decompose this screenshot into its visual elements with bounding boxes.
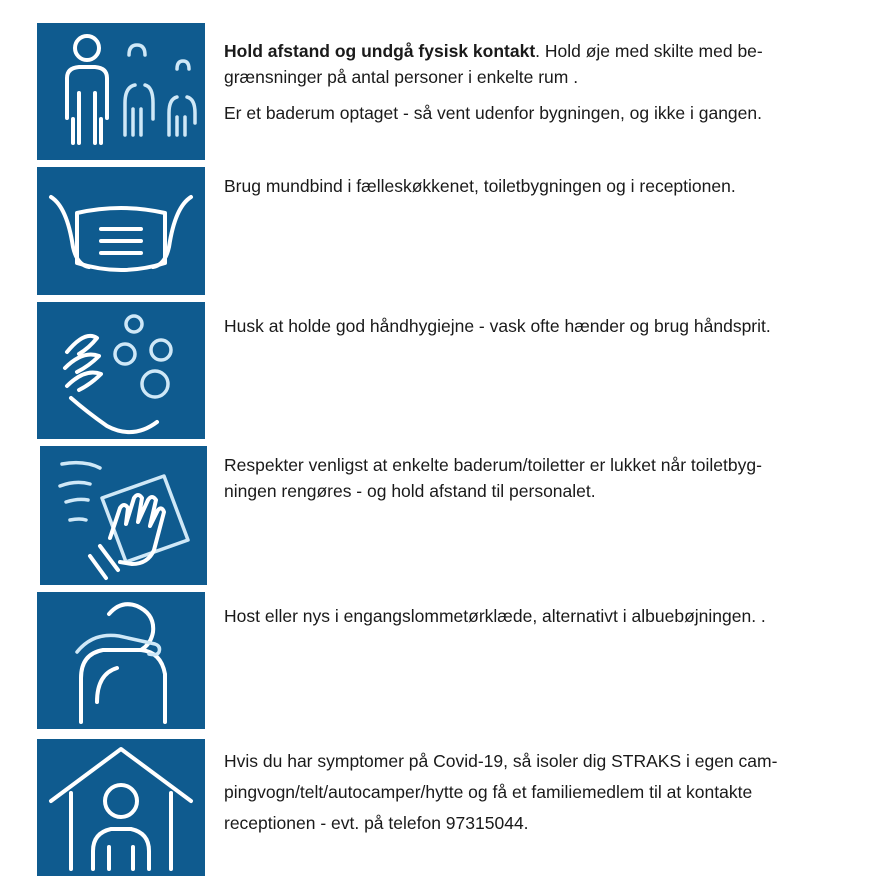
cleaning-text-line-1: Respekter venligst at enkelte baderum/toiletter er lukket når toiletbyg- bbox=[224, 455, 762, 475]
face-mask-icon bbox=[37, 167, 205, 295]
isolate-text-line-3: receptionen - evt. på telefon 97315044. bbox=[224, 813, 529, 833]
hand-sanitizer-icon bbox=[37, 302, 205, 439]
cleaning-glove-icon bbox=[40, 446, 207, 585]
stay-home-isolate-icon bbox=[37, 739, 205, 876]
mask-text: Brug mundbind i fælleskøkkenet, toiletbygningen og i receptionen. bbox=[224, 176, 736, 196]
cough-elbow-icon bbox=[37, 592, 205, 729]
distance-text-line-2: grænsninger på antal personer i enkelte rum . bbox=[224, 67, 579, 87]
distance-text-line-3: Er et baderum optaget - så vent udenfor bygningen, og ikke i gangen. bbox=[224, 103, 762, 123]
social-distance-people-icon bbox=[37, 23, 205, 160]
isolate-text-line-2: pingvogn/telt/autocamper/hytte og få et familiemedlem til at kontakte bbox=[224, 782, 753, 802]
cough-text: Host eller nys i engangslommetørklæde, alternativt i albuebøjningen. . bbox=[224, 606, 766, 626]
distance-text-line-1: . Hold øje med skilte med be- bbox=[535, 41, 763, 61]
cleaning-text-line-2: ningen rengøres - og hold afstand til personalet. bbox=[224, 481, 596, 501]
hygiene-text: Husk at holde god håndhygiejne - vask ofte hænder og brug håndsprit. bbox=[224, 316, 771, 336]
distance-heading: Hold afstand og undgå fysisk kontakt bbox=[224, 41, 536, 61]
isolate-text-line-1: Hvis du har symptomer på Covid-19, så isoler dig STRAKS i egen cam- bbox=[224, 751, 778, 771]
